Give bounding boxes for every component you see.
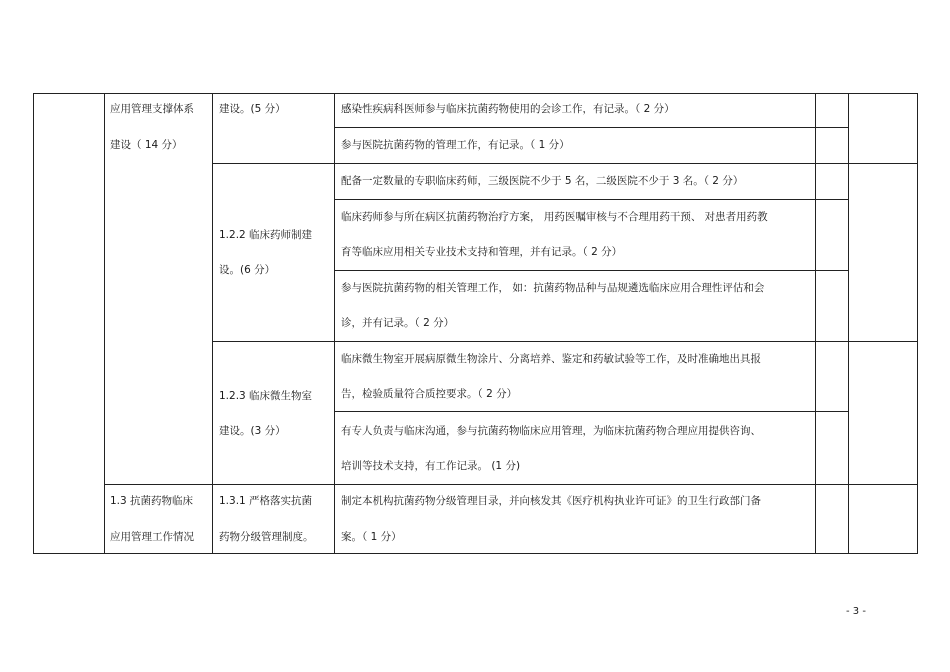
row-line-c [334,199,849,200]
row-line-b [212,163,918,164]
item-text: 1.2.2 临床药师制建 [219,229,313,241]
item-text: 1.2.3 临床微生物室 [219,390,313,402]
item-text: 建设。(5 分） [219,103,286,115]
item-text: 设。(6 分） [219,264,276,276]
item-text: 建设。(3 分） [219,425,286,437]
criteria-text: 参与医院抗菌药物的管理工作，有记录。（ 1 分） [341,139,570,151]
category-text: 应用管理工作情况 [110,531,194,543]
criteria-text: 临床微生物室开展病原微生物涂片、分离培养、鉴定和药敏试验等工作，及时准确地出具报 [341,353,761,365]
row-line-a [334,127,849,128]
row-line-f [334,411,849,412]
criteria-text: 制定本机构抗菌药物分级管理目录，并向核发其《医疗机构执业许可证》的卫生行政部门备 [341,495,761,507]
table-border-left [33,93,34,554]
item-text: 药物分级管理制度。 [219,531,314,543]
row-line-e [212,341,918,342]
category-text: 建设（ 14 分） [110,139,183,151]
page-number: - 3 - [846,606,866,617]
criteria-text: 参与医院抗菌药物的相关管理工作， 如：抗菌药物品种与品规遴选临床应用合理性评估和会 [341,282,765,294]
criteria-text: 有专人负责与临床沟通，参与抗菌药物临床应用管理，为临床抗菌药物合理应用提供咨询、 [341,425,761,437]
criteria-text: 临床药师参与所在病区抗菌药物治疗方案， 用药医嘱审核与不合理用药干预、 对患者用药教 [341,211,768,223]
table-border-top [33,93,918,94]
criteria-text: 培训等技术支持，有工作记录。 (1 分) [341,460,521,472]
row-line-d [334,270,849,271]
criteria-text: 配备一定数量的专职临床药师，三级医院不少于 5 名，二级医院不少于 3 名。（ 2 分） [341,175,744,187]
criteria-text: 感染性疾病科医师参与临床抗菌药物使用的会诊工作，有记录。（ 2 分） [341,103,675,115]
criteria-text: 告，检验质量符合质控要求。（ 2 分） [341,388,518,400]
category-text: 1.3 抗菌药物临床 [110,495,194,507]
category-text: 应用管理支撑体系 [110,103,194,115]
criteria-text: 育等临床应用相关专业技术支持和管理，并有记录。（ 2 分） [341,246,623,258]
row-line-g [104,484,918,485]
criteria-text: 案。（ 1 分） [341,531,402,543]
table-border-bottom [33,553,918,554]
item-text: 1.3.1 严格落实抗菌 [219,495,313,507]
criteria-text: 诊，并有记录。（ 2 分） [341,317,455,329]
